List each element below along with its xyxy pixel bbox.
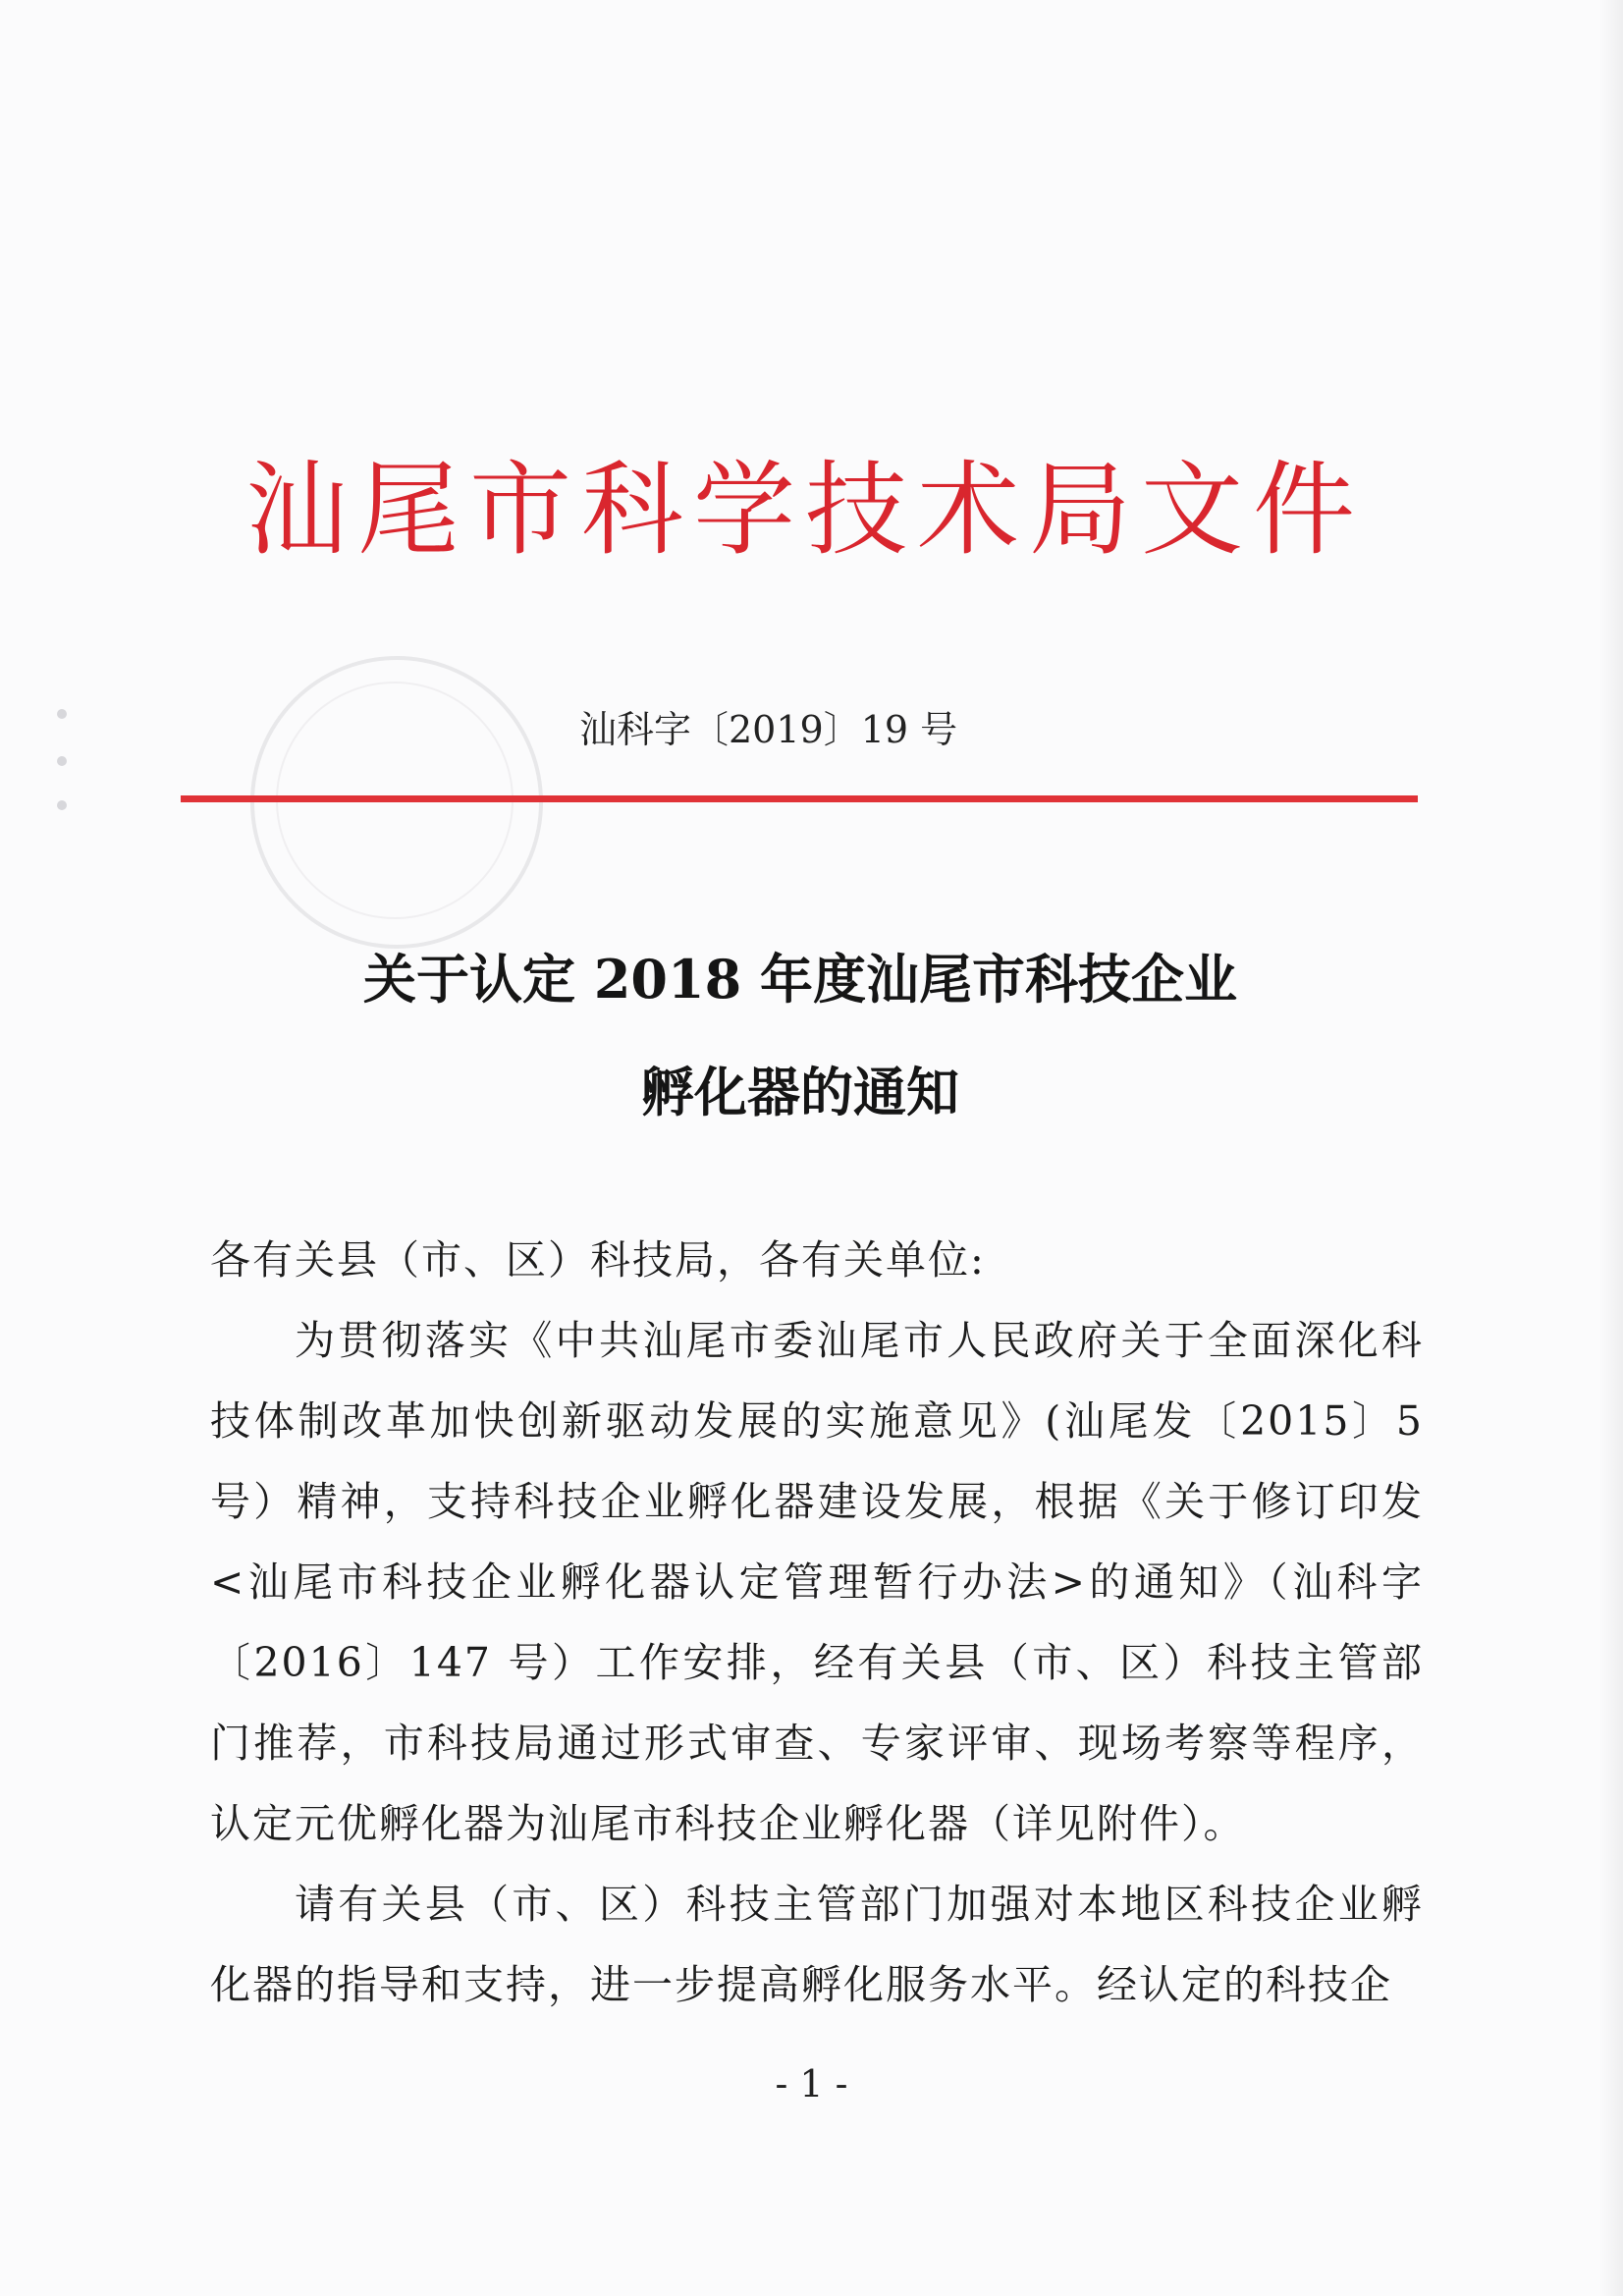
binding-hole [57, 756, 67, 766]
notice-title-line-1: 关于认定 2018 年度汕尾市科技企业 [363, 948, 1237, 1011]
body-paragraph: 请有关县（市、区）科技主管部门加强对本地区科技企业孵化器的指导和支持，进一步提高孵化服务水平。经认定的科技企 [210, 1881, 1424, 2008]
addressee-line: 各有关县（市、区）科技局，各有关单位: [210, 1236, 986, 1284]
faded-seal-stamp [250, 656, 543, 949]
page-number: - 1 - [775, 2062, 848, 2105]
document-number: 汕科字〔2019〕19 号 [579, 708, 958, 751]
body-paragraph: 为贯彻落实《中共汕尾市委汕尾市人民政府关于全面深化科技体制改革加快创新驱动发展的实施意见》(汕尾发〔2015〕5 号）精神，支持科技企业孵化器建设发展，根据《关于修订印发<汕尾市科技企业孵化器认定管理暂行办法>的通知》（汕科字〔2016〕147 号）工作安排，经有关县（市、区）科技主管部门推荐，市科技局通过形式审查、专家评审、现场考察等程序，认定元优孵化器为汕尾市科技企业孵化器（详见附件）。 [210, 1317, 1424, 1847]
binding-hole [57, 800, 67, 810]
issuer-title: 汕尾市科学技术局文件 [244, 450, 1365, 570]
red-separator-line [181, 795, 1418, 802]
binding-hole [57, 709, 67, 719]
notice-title-line-2: 孵化器的通知 [641, 1061, 959, 1123]
page-edge-shadow [1599, 0, 1623, 2296]
body-text [210, 1220, 1424, 2025]
